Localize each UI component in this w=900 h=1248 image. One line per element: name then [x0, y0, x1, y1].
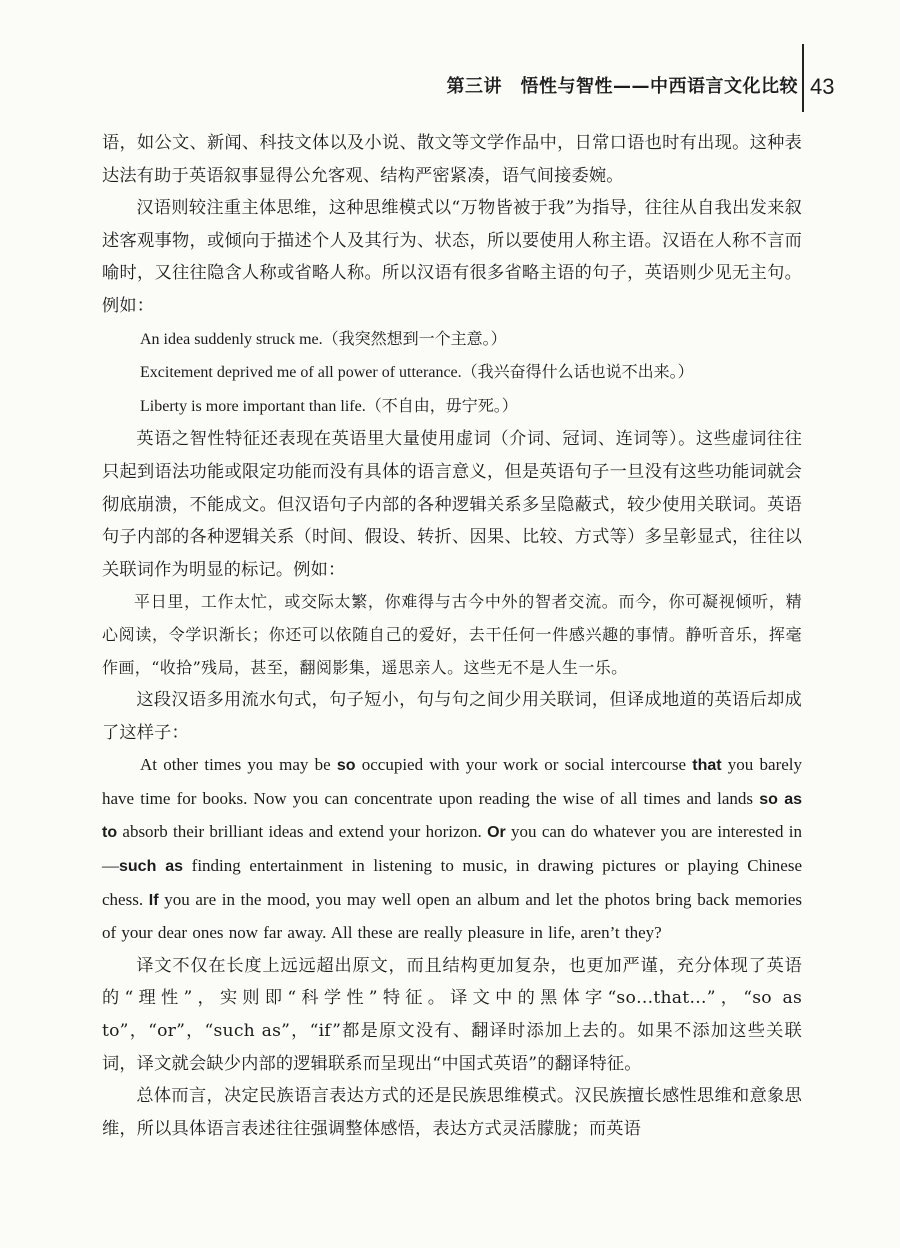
translation-text: At other times you may be [140, 755, 337, 775]
page-header [0, 74, 900, 104]
translation-text: you are in the mood, you may well open an album and let the photos bring back memories of your dear ones now far away. All these are really pleasure in life, aren’t they? [102, 889, 802, 943]
bold-connective: If [148, 891, 159, 909]
bold-connective: so as to [102, 790, 802, 842]
page-number: 43 [810, 74, 835, 99]
example-1-english: An idea suddenly struck me. [140, 330, 323, 348]
example-2 [102, 356, 802, 390]
paragraph-translation-analysis: 译文不仅在长度上远远超出原文，而且结构更加复杂，也更加严谨，充分体现了英语的“理性”，实则即“科学性”特征。译文中的黑体字“so…that…”，“so as to”，“or”，“such as”，“if”都是原文没有、翻译时添加上去的。如果不添加这些关联词，译文就会缺少内部的逻辑联系而呈现出“中国式英语”的翻译特征。 [102, 955, 802, 1074]
example-2-translation: （我兴奋得什么话也说不出来。） [461, 362, 694, 382]
example-3-english: Liberty is more important than life. [140, 397, 366, 415]
translation-text: you barely have time for books. Now you can concentrate upon reading the wise of all times and lands [102, 755, 802, 808]
translation-text: finding entertainment in listening to music, in drawing pictures or playing Chinese chess. [102, 856, 802, 909]
paragraph-continued: 语，如公文、新闻、科技文体以及小说、散文等文学作品中，日常口语也时有出现。这种表达法有助于英语叙事显得公允客观、结构严密紧凑，语气间接委婉。 [102, 133, 802, 186]
paragraph-flowing-sentences: 这段汉语多用流水句式，句子短小，句与句之间少用关联词，但译成地道的英语后却成了这样子： [102, 690, 802, 743]
example-1-translation: （我突然想到一个主意。） [322, 328, 507, 348]
bold-connective: so [336, 757, 356, 775]
header-rule [802, 44, 804, 112]
bold-connective: Or [487, 824, 506, 842]
example-2-english: Excitement deprived me of all power of utterance. [140, 364, 462, 382]
example-1 [102, 323, 802, 357]
bold-connective: such as [119, 858, 183, 876]
page-body [102, 127, 802, 1145]
bold-connective: that [692, 757, 722, 775]
translation-text: absorb their brilliant ideas and extend your horizon. [117, 822, 488, 842]
paragraph-conclusion: 总体而言，决定民族语言表达方式的还是民族思维模式。汉民族擅长感性思维和意象思维，所以具体语言表述往往强调整体感悟，表达方式灵活朦胧；而英语 [102, 1086, 802, 1139]
example-3-translation: （不自由，毋宁死。） [365, 395, 518, 415]
paragraph-function-words: 英语之智性特征还表现在英语里大量使用虚词（介词、冠词、连词等）。这些虚词往往只起到语法功能或限定功能而没有具体的语言意义，但是英语句子一旦没有这些功能词就会彻底崩溃，不能成文。但汉语句子内部的各种逻辑关系多呈隐蔽式，较少使用关联词。英语句子内部的各种逻辑关系（时间、假设、转折、因果、比较、方式等）多呈彰显式，往往以关联词作为明显的标记。例如： [102, 429, 802, 580]
translation-text: occupied with your work or social intercourse [355, 755, 693, 775]
translation-text: you can do whatever you are interested in— [102, 822, 802, 876]
english-translation [102, 749, 802, 950]
example-3 [102, 390, 802, 424]
paragraph-subject-thinking: 汉语则较注重主体思维，这种思维模式以“万物皆被于我”为指导，往往从自我出发来叙述客观事物，或倾向于描述个人及其行为、状态，所以要使用人称主语。汉语在人称不言而喻时，又往往隐含人称或省略人称。所以汉语有很多省略主语的句子，英语则少见无主句。例如： [102, 198, 802, 316]
running-head: 第三讲 悟性与智性——中西语言文化比较 [446, 76, 798, 97]
chinese-quote: 平日里，工作太忙，或交际太繁，你难得与古今中外的智者交流。而今，你可凝视倾听，精心阅读，令学识渐长；你还可以依随自己的爱好，去干任何一件感兴趣的事情。静听音乐，挥毫作画，“收拾”残局，甚至，翻阅影集，遥思亲人。这些无不是人生一乐。 [102, 592, 802, 677]
